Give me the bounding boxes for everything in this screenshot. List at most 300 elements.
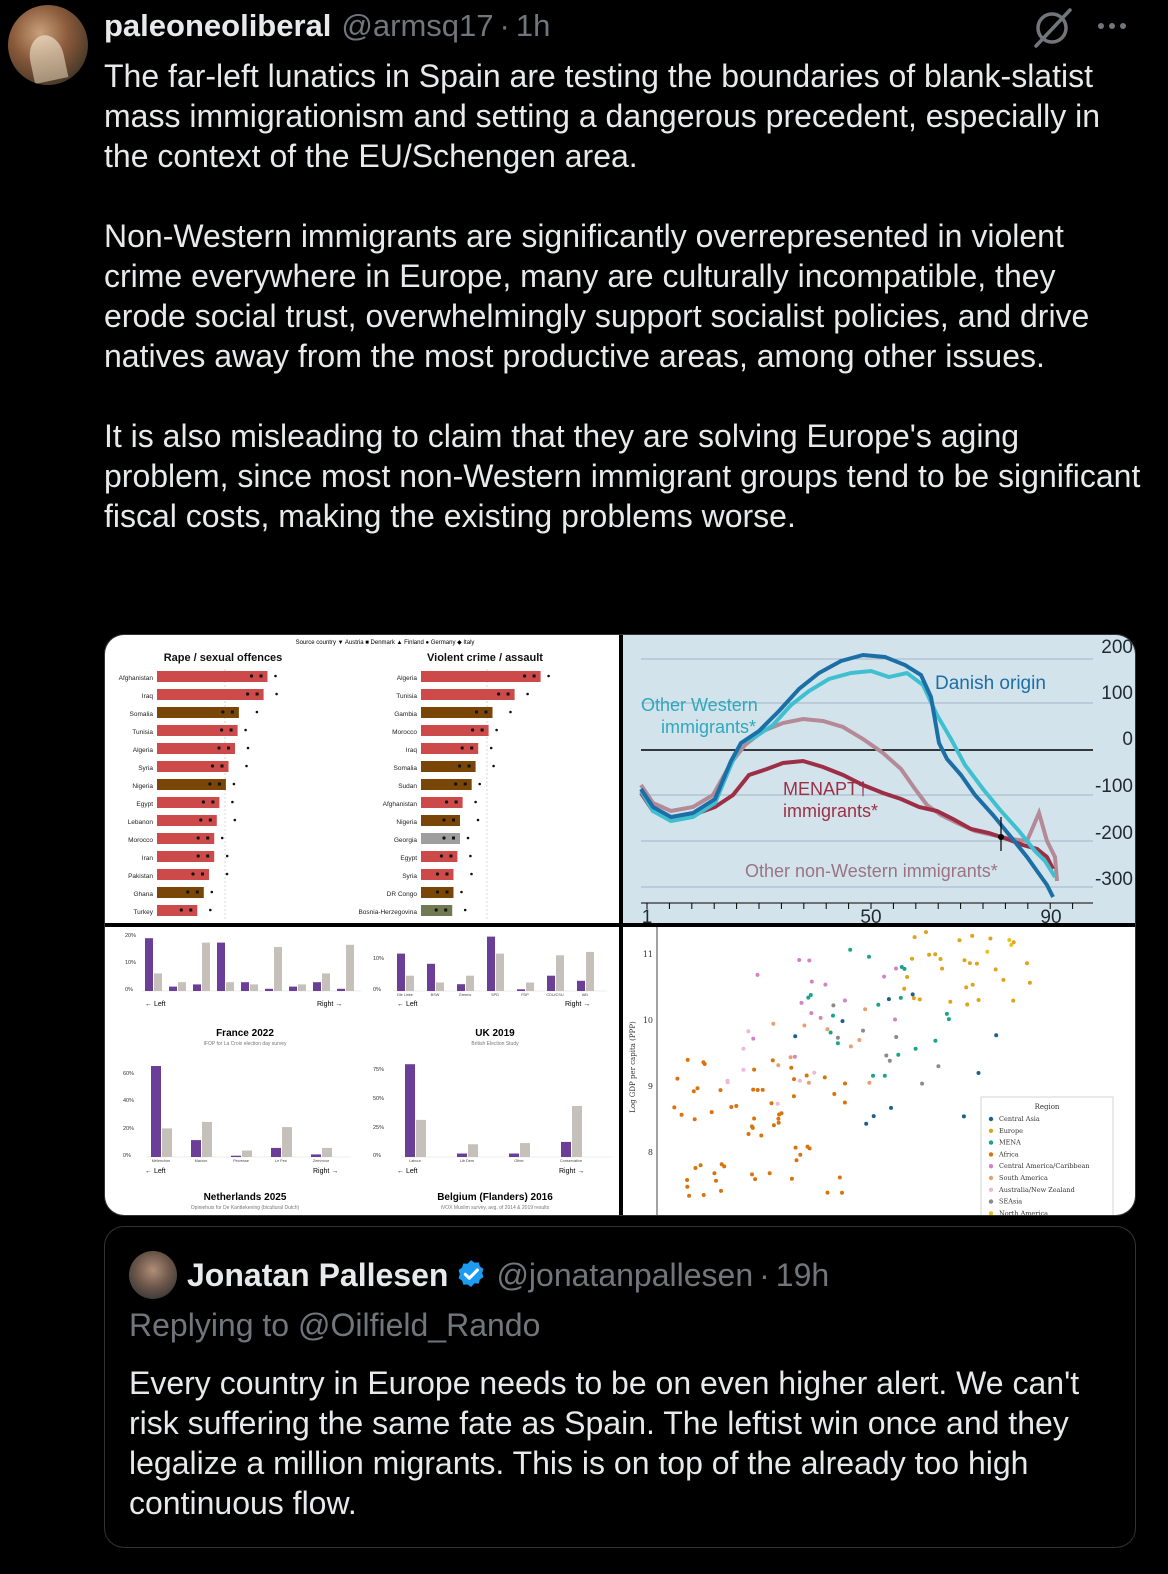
- marker: [233, 783, 236, 786]
- party-label: Greens: [458, 993, 472, 997]
- data-point: [747, 1132, 751, 1136]
- y-tick: 40%: [123, 1098, 135, 1104]
- bar-group: [289, 987, 297, 991]
- country-label: Sudan: [398, 783, 417, 790]
- country-label: Egypt: [136, 801, 153, 808]
- author-avatar[interactable]: [8, 5, 88, 85]
- marker: [477, 819, 480, 822]
- data-point: [863, 1007, 867, 1011]
- marker: [547, 675, 550, 678]
- marker: [464, 783, 467, 786]
- right-arrow: Right →: [313, 1168, 339, 1175]
- marker: [470, 873, 473, 876]
- quoted-tweet[interactable]: [104, 1226, 1136, 1548]
- marker: [247, 747, 250, 750]
- marker: [208, 782, 211, 785]
- marker: [221, 765, 224, 768]
- separator-dot: ·: [499, 8, 510, 43]
- y-tick: 75%: [373, 1067, 385, 1073]
- quote-text: Every country in Europe needs to be on even higher alert. We can't risk suffering the same fate as Spain. The leftist win once and they legalize a million migrants. This is on top of the already too high continuous flow.: [129, 1365, 1080, 1521]
- data-point: [965, 1003, 969, 1007]
- party-label: Other: [514, 1159, 524, 1163]
- data-point: [807, 959, 811, 963]
- tweet-timestamp[interactable]: 1h: [515, 8, 551, 43]
- marker: [231, 711, 234, 714]
- bar: [157, 833, 214, 844]
- y-axis-label: Log GDP per capita (PPP): [629, 1021, 637, 1113]
- data-point: [812, 1071, 816, 1075]
- data-point: [887, 997, 891, 1001]
- data-point: [994, 967, 998, 971]
- data-point: [882, 975, 886, 979]
- legend-label: MENA: [999, 1138, 1021, 1147]
- marker: [211, 764, 214, 767]
- data-point: [947, 1017, 951, 1021]
- legend-swatch: [989, 1199, 993, 1203]
- data-point: [750, 1124, 754, 1128]
- legend-label: Central America/Caribbean: [999, 1162, 1090, 1171]
- data-point: [911, 992, 915, 996]
- legend-swatch: [989, 1211, 993, 1215]
- bar-natives: [586, 952, 594, 991]
- party-label: Lib Dem: [459, 1159, 475, 1163]
- marker: [275, 693, 278, 696]
- data-point: [693, 1117, 697, 1121]
- bar-group: [405, 1064, 415, 1157]
- marker: [523, 674, 526, 677]
- quote-timestamp[interactable]: 19h: [775, 1256, 830, 1293]
- data-point: [920, 1082, 924, 1086]
- bar-natives: [496, 954, 504, 991]
- bar-group: [191, 1140, 201, 1157]
- data-point: [692, 1089, 696, 1093]
- data-point: [975, 962, 979, 966]
- data-point: [685, 1178, 689, 1182]
- bar-natives: [162, 1128, 172, 1157]
- data-point: [840, 1191, 844, 1195]
- marker: [191, 872, 194, 875]
- party-label: Zemmour: [312, 1159, 330, 1163]
- data-point: [793, 1055, 797, 1059]
- y-tick: 9: [647, 1082, 653, 1091]
- data-point: [867, 955, 871, 959]
- data-point: [810, 980, 814, 984]
- y-tick: -300: [1094, 869, 1133, 890]
- marker: [481, 729, 484, 732]
- country-label: Algeria: [132, 747, 153, 754]
- bar-group: [313, 982, 321, 991]
- separator-dot: ·: [759, 1256, 770, 1293]
- bar: [157, 707, 239, 718]
- bar-natives: [322, 973, 330, 991]
- legend-swatch: [989, 1129, 993, 1133]
- bar-natives: [298, 984, 306, 991]
- marker: [444, 909, 447, 912]
- bar-group: [577, 981, 585, 991]
- data-point: [994, 1033, 998, 1037]
- data-point: [819, 1016, 823, 1020]
- quote-header: [187, 1255, 829, 1295]
- marker: [245, 765, 248, 768]
- data-point: [806, 996, 810, 1000]
- bar-group: [397, 954, 405, 991]
- left-arrow: ← Left: [145, 1001, 166, 1008]
- data-point: [831, 1003, 835, 1007]
- data-point: [838, 1176, 842, 1180]
- country-label: Iraq: [141, 693, 153, 700]
- tweet-body: [104, 56, 1144, 536]
- legend-label: South America: [999, 1174, 1048, 1182]
- party-label: Conservative: [559, 1159, 583, 1163]
- party-label: AfD: [581, 993, 589, 997]
- marker: [226, 873, 229, 876]
- data-point: [770, 1101, 774, 1105]
- bar-group: [561, 1142, 571, 1157]
- tweet-paragraph: The far-left lunatics in Spain are testing the boundaries of blank-slatist mass immigrationism and setting a dangerous precedent, especially in the context of the EU/Schengen area.: [104, 58, 1101, 174]
- bar-group: [265, 989, 273, 991]
- data-point: [750, 1172, 754, 1176]
- data-point: [771, 1058, 775, 1062]
- marker: [458, 764, 461, 767]
- country-label: Somalia: [393, 765, 417, 772]
- data-point: [776, 1063, 780, 1067]
- bar: [157, 815, 217, 826]
- bar: [157, 743, 235, 754]
- right-arrow: Right →: [559, 1168, 585, 1175]
- marker: [244, 729, 247, 732]
- bar: [157, 725, 238, 736]
- data-point: [933, 1039, 937, 1043]
- data-point: [902, 987, 906, 991]
- data-point: [685, 1185, 689, 1189]
- replying-to[interactable]: Replying to @Oilfield_Rando: [129, 1307, 541, 1343]
- bar: [421, 743, 478, 754]
- data-point: [710, 1110, 714, 1114]
- marker: [202, 800, 205, 803]
- bar: [157, 851, 214, 862]
- marker: [231, 801, 234, 804]
- x-tick: 1: [641, 907, 653, 923]
- y-tick: 20%: [125, 933, 137, 939]
- bar: [421, 689, 515, 700]
- left-arrow: ← Left: [397, 1168, 418, 1175]
- legend-swatch: [989, 1117, 993, 1121]
- chart-subtitle-uk: British Election Study: [471, 1041, 519, 1047]
- grok-slash-icon[interactable]: [1030, 6, 1074, 50]
- data-point: [687, 1194, 691, 1198]
- data-point: [861, 1029, 865, 1033]
- marker: [197, 836, 200, 839]
- data-point: [864, 1122, 868, 1126]
- data-point: [1011, 999, 1015, 1003]
- bar-group: [517, 989, 525, 991]
- marker: [250, 674, 253, 677]
- marker: [446, 891, 449, 894]
- marker: [452, 819, 455, 822]
- marker: [221, 837, 224, 840]
- data-point: [675, 1077, 679, 1081]
- marker: [256, 693, 259, 696]
- data-point: [726, 1079, 730, 1083]
- party-label: Mélenchon: [151, 1159, 171, 1163]
- marker: [197, 854, 200, 857]
- y-tick: 25%: [373, 1125, 385, 1131]
- data-point: [798, 1079, 802, 1083]
- marker: [234, 819, 237, 822]
- data-point: [776, 1117, 780, 1121]
- data-point: [1009, 943, 1013, 947]
- bar-natives: [202, 1122, 212, 1157]
- party-label: Macron: [194, 1159, 208, 1163]
- y-tick: 0%: [125, 987, 133, 993]
- crime-chart-image[interactable]: [105, 635, 619, 923]
- data-point: [836, 1041, 840, 1045]
- more-icon[interactable]: [1092, 12, 1132, 40]
- bar: [421, 761, 476, 772]
- legend-label: Central Asia: [999, 1115, 1040, 1123]
- marker: [509, 711, 512, 714]
- data-point: [843, 1101, 847, 1105]
- legend-swatch: [989, 1176, 993, 1180]
- bar-group: [169, 987, 177, 991]
- data-point: [914, 1047, 918, 1051]
- marker: [442, 836, 445, 839]
- vote-chart-image[interactable]: [105, 927, 619, 1216]
- data-point: [734, 1104, 738, 1108]
- bar-natives: [406, 976, 414, 991]
- bar-group: [311, 1154, 321, 1157]
- bar-natives: [526, 983, 534, 992]
- marker: [460, 891, 463, 894]
- data-point: [962, 1114, 966, 1118]
- data-point: [945, 1012, 949, 1016]
- y-tick: 0: [1122, 729, 1133, 750]
- quote-display-name[interactable]: Jonatan Pallesen: [187, 1256, 449, 1293]
- chart-title-belgium: Belgium (Flanders) 2016: [437, 1192, 553, 1203]
- marker: [495, 729, 498, 732]
- data-point: [903, 967, 907, 971]
- author-display-name[interactable]: paleoneoliberal: [104, 8, 332, 43]
- data-point: [985, 950, 989, 954]
- data-point: [795, 1158, 799, 1162]
- data-point: [968, 961, 972, 965]
- marker: [436, 890, 439, 893]
- quote-handle[interactable]: @jonatanpallesen: [496, 1256, 754, 1293]
- bar-group: [241, 982, 249, 991]
- data-point: [896, 1053, 900, 1057]
- marker: [211, 801, 214, 804]
- country-label: Georgia: [393, 837, 417, 844]
- data-point: [977, 1071, 981, 1075]
- fiscal-chart-image[interactable]: [623, 635, 1136, 923]
- data-point: [751, 1037, 755, 1041]
- data-point: [894, 1035, 898, 1039]
- data-point: [971, 983, 975, 987]
- data-point: [958, 938, 962, 942]
- legend-label: Africa: [999, 1150, 1019, 1159]
- country-label: Nigeria: [396, 819, 417, 826]
- y-tick: -200: [1094, 823, 1133, 844]
- marker: [206, 837, 209, 840]
- data-point: [751, 1088, 755, 1092]
- media-grid[interactable]: [104, 634, 1136, 1216]
- chart-title-uk: UK 2019: [475, 1028, 515, 1039]
- legend-swatch: [989, 1188, 993, 1192]
- bar: [421, 671, 541, 682]
- data-point: [756, 1088, 760, 1092]
- bar-natives: [282, 1127, 292, 1157]
- y-tick: 20%: [123, 1126, 135, 1132]
- data-point: [699, 1163, 703, 1167]
- data-point: [843, 999, 847, 1003]
- right-arrow: Right →: [317, 1001, 343, 1008]
- marker: [227, 747, 230, 750]
- bar-group: [509, 1154, 519, 1157]
- data-point: [702, 1193, 706, 1197]
- marker: [196, 891, 199, 894]
- source-legend: Source country ▼ Austria ■ Denmark ▲ Finland ● Germany ◆ Italy: [295, 640, 475, 646]
- data-point: [802, 1024, 806, 1028]
- marker: [230, 729, 233, 732]
- legend-swatch: [989, 1140, 993, 1144]
- data-point: [792, 1077, 796, 1081]
- data-point: [825, 1027, 829, 1031]
- data-point: [894, 967, 898, 971]
- series-other-non-western: [641, 719, 1057, 881]
- country-label: DR Congo: [386, 891, 417, 898]
- bar-natives: [416, 1120, 426, 1157]
- marker: [445, 800, 448, 803]
- party-label: Le Pen: [274, 1159, 288, 1163]
- country-label: Lebanon: [127, 819, 153, 826]
- data-point: [719, 1189, 723, 1193]
- data-point: [752, 1117, 756, 1121]
- country-label: Iran: [141, 855, 153, 862]
- data-point: [893, 1018, 897, 1022]
- marker: [455, 801, 458, 804]
- country-label: Algeria: [396, 675, 417, 682]
- data-point: [759, 1134, 763, 1138]
- data-point: [849, 1044, 853, 1048]
- gdp-scatter-image[interactable]: [623, 927, 1136, 1216]
- data-point: [963, 958, 967, 962]
- country-label: Nigeria: [132, 783, 153, 790]
- country-label: Morocco: [392, 729, 417, 736]
- bar-natives: [178, 982, 186, 991]
- data-point: [872, 1114, 876, 1118]
- data-point: [780, 1111, 784, 1115]
- data-point: [857, 1038, 861, 1042]
- party-label: BSW: [430, 993, 440, 997]
- bar-group: [217, 943, 225, 991]
- country-label: Somalia: [129, 711, 153, 718]
- marker: [446, 873, 449, 876]
- country-label: Tunisia: [132, 729, 153, 736]
- data-point: [899, 996, 903, 1000]
- marker: [492, 765, 495, 768]
- bar-natives: [556, 955, 564, 991]
- marker: [206, 855, 209, 858]
- data-point: [913, 935, 917, 939]
- marker: [471, 728, 474, 731]
- country-label: Iraq: [405, 747, 417, 754]
- data-point: [794, 1146, 798, 1150]
- bar: [421, 725, 489, 736]
- right-arrow: Right →: [565, 1001, 591, 1008]
- quote-author-avatar[interactable]: [129, 1251, 177, 1299]
- bar-natives: [274, 947, 282, 991]
- data-point: [939, 957, 943, 961]
- chart-title-netherlands: Netherlands 2025: [203, 1192, 287, 1203]
- legend-label: SEAsia: [999, 1197, 1023, 1206]
- data-point: [867, 1081, 871, 1085]
- marker: [485, 711, 488, 714]
- party-label: SPD: [491, 993, 499, 997]
- data-point: [696, 1086, 700, 1090]
- marker: [274, 675, 277, 678]
- data-point: [836, 1036, 840, 1040]
- legend-swatch: [989, 1152, 993, 1156]
- y-tick: 8: [647, 1148, 653, 1157]
- marker: [490, 747, 493, 750]
- data-point: [970, 934, 974, 938]
- marker: [475, 710, 478, 713]
- bar-group: [231, 1156, 241, 1157]
- verified-badge-icon: [454, 1258, 488, 1292]
- data-point: [829, 1031, 833, 1035]
- bar-group: [547, 976, 555, 991]
- marker: [526, 693, 529, 696]
- bar: [421, 707, 493, 718]
- left-arrow: ← Left: [397, 1001, 418, 1008]
- country-label: Syria: [138, 765, 153, 772]
- bar-natives: [226, 982, 234, 991]
- marker: [186, 890, 189, 893]
- data-point: [831, 1014, 835, 1018]
- data-point: [792, 1094, 796, 1098]
- label-danish: Danish origin: [935, 673, 1046, 694]
- data-point: [977, 998, 981, 1002]
- bar-natives: [154, 973, 162, 991]
- label-menapt: MENAPT† immigrants*: [783, 779, 879, 821]
- x-tick: 50: [860, 907, 882, 923]
- country-label: Syria: [402, 873, 417, 880]
- data-point: [876, 1003, 880, 1007]
- bar: [157, 761, 229, 772]
- data-point: [927, 953, 931, 957]
- data-point: [798, 1153, 802, 1157]
- data-point: [1001, 978, 1005, 982]
- data-point: [806, 1145, 810, 1149]
- marker: [507, 693, 510, 696]
- author-handle[interactable]: @armsq17: [341, 8, 494, 43]
- data-point: [714, 1179, 718, 1183]
- bar-natives: [572, 1106, 582, 1157]
- marker: [464, 909, 467, 912]
- bar-natives: [250, 984, 258, 991]
- marker: [440, 854, 443, 857]
- label-other-non-western: Other non-Western immigrants*: [745, 861, 998, 881]
- data-point: [948, 1000, 952, 1004]
- data-point: [694, 1166, 698, 1170]
- party-label: FDP: [521, 993, 529, 997]
- y-tick: 200: [1101, 637, 1133, 658]
- marker: [454, 782, 457, 785]
- data-point: [933, 952, 937, 956]
- country-label: Bosnia-Herzegovina: [358, 909, 417, 916]
- label-other-western: Other Western immigrants*: [641, 695, 758, 737]
- marker: [461, 746, 464, 749]
